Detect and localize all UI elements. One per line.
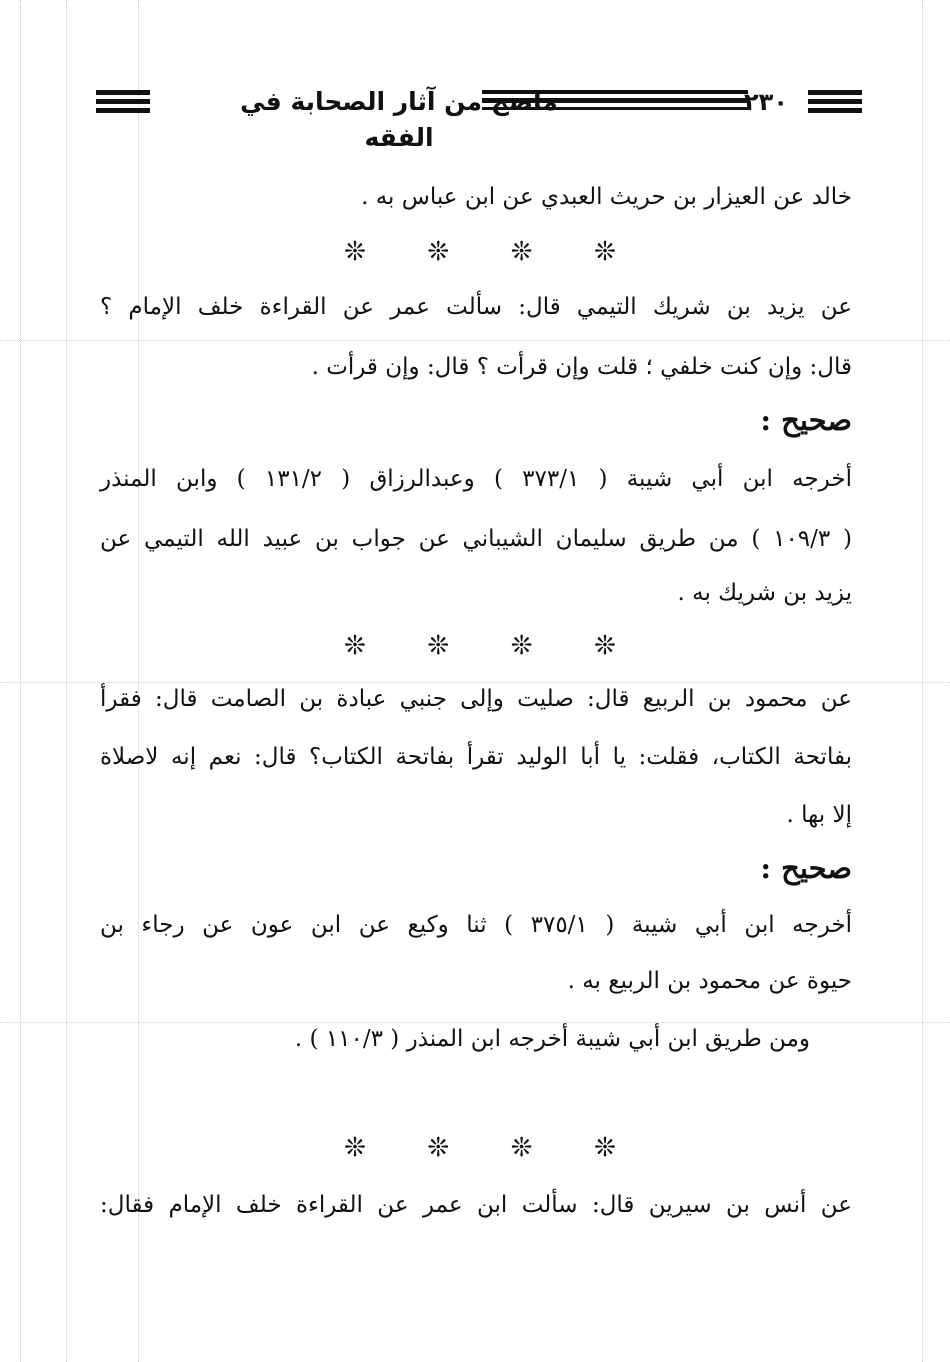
text-line: عن محمود بن الربيع قال: صليت وإلى جنبي عبادة بن الصامت قال: فقرأ — [100, 686, 852, 712]
scan-guide — [922, 0, 923, 1362]
asterism-icon: ❊ — [427, 631, 450, 661]
grading-heading: صحيح : — [760, 403, 852, 437]
text-line: عن يزيد بن شريك التيمي قال: سألت عمر عن القراءة خلف الإمام ؟ — [100, 294, 852, 320]
asterism-icon: ❊ — [510, 237, 533, 267]
text-line: قال: وإن كنت خلفي ؛ قلت وإن قرأت ؟ قال: وإن قرأت . — [311, 354, 852, 380]
page-header — [96, 82, 862, 152]
asterism-icon: ❊ — [510, 631, 533, 661]
text-line: ( ١٠٩/٣ ) من طريق سليمان الشيباني عن جواب بن عبيد الله التيمي عن — [100, 526, 852, 552]
scan-guide — [0, 340, 950, 341]
scan-guide — [20, 0, 21, 1362]
text-line: يزيد بن شريك به . — [677, 580, 852, 606]
text-line: عن أنس بن سيرين قال: سألت ابن عمر عن القراءة خلف الإمام فقال: — [100, 1192, 852, 1218]
asterism-icon: ❊ — [427, 1133, 450, 1163]
text-line: ومن طريق ابن أبي شيبة أخرجه ابن المنذر ( ١١٠/٣ ) . — [294, 1026, 810, 1052]
header-rule-right — [808, 82, 862, 122]
scan-guide — [66, 0, 67, 1362]
asterism-icon: ❊ — [344, 237, 366, 267]
running-title: ماصح من آثار الصحابة في الفقه — [240, 87, 558, 152]
page-number: ٢٣٠ — [744, 88, 788, 116]
grading-heading: صحيح : — [760, 851, 852, 885]
section-separator — [340, 1128, 620, 1168]
asterism-icon: ❊ — [594, 237, 616, 267]
section-separator — [340, 232, 620, 272]
text-line: حيوة عن محمود بن الربيع به . — [567, 968, 852, 994]
text-line: أخرجه ابن أبي شيبة ( ٣٧٣/١ ) وعبدالرزاق ( ١٣١/٢ ) وابن المنذر — [100, 466, 852, 492]
asterism-icon: ❊ — [427, 237, 450, 267]
header-rule-left — [96, 82, 150, 122]
text-line: بفاتحة الكتاب، فقلت: يا أبا الوليد تقرأ بفاتحة الكتاب؟ قال: نعم إنه لاصلاة — [100, 744, 852, 770]
asterism-icon: ❊ — [344, 1133, 366, 1163]
asterism-icon: ❊ — [594, 631, 616, 661]
text-line: أخرجه ابن أبي شيبة ( ٣٧٥/١ ) ثنا وكيع عن ابن عون عن رجاء بن — [100, 912, 852, 938]
text-line: إلا بها . — [786, 802, 852, 828]
text-line: خالد عن العيزار بن حريث العبدي عن ابن عباس به . — [361, 184, 852, 210]
asterism-icon: ❊ — [594, 1133, 616, 1163]
asterism-icon: ❊ — [510, 1133, 533, 1163]
section-separator — [340, 626, 620, 666]
asterism-icon: ❊ — [344, 631, 366, 661]
